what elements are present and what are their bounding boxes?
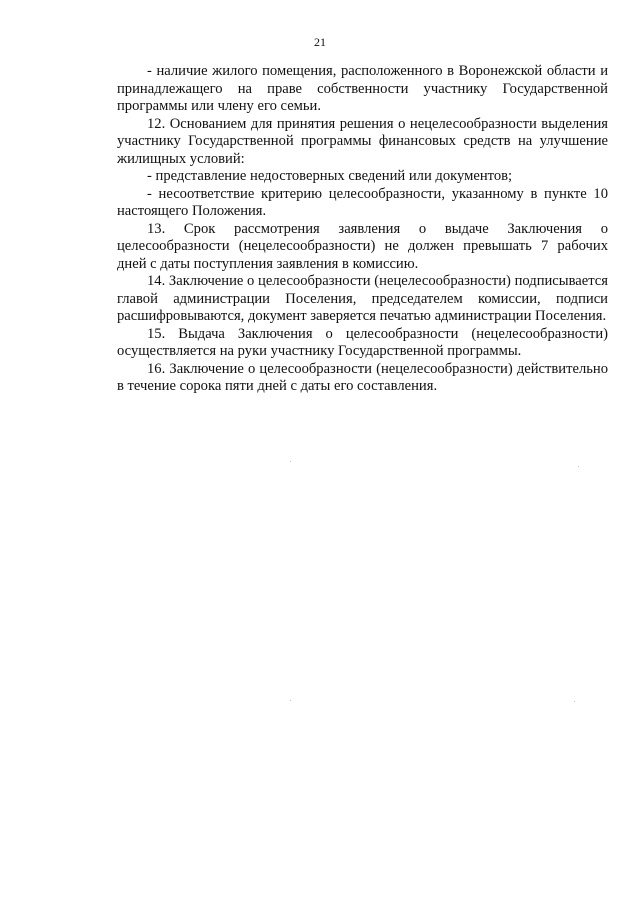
scan-speck: [574, 701, 575, 702]
scan-speck: [578, 466, 579, 467]
scan-speck: [290, 461, 291, 462]
paragraph-16-validity: 16. Заключение о целесообразности (нецелесообразности) действительно в течение сорока пяти дней с даты его составления.: [117, 360, 608, 394]
list-item-criterion-mismatch: - несоответствие критерию целесообразности, указанному в пункте 10 настоящего Положения.: [117, 185, 608, 219]
paragraph-housing-ownership: - наличие жилого помещения, расположенного в Воронежской области и принадлежащего на праве собственности участнику Государственной программы или члену его семьи.: [117, 63, 608, 114]
scan-speck: [290, 700, 291, 701]
paragraph-14-signing: 14. Заключение о целесообразности (нецелесообразности) подписывается главой администрации Поселения, председателем комиссии, подписи расшифровываются, документ заверяется печатью администрации Поселения.: [117, 273, 608, 324]
page-number: 21: [314, 35, 326, 49]
document-body: [117, 63, 608, 396]
list-item-false-documents: - представление недостоверных сведений или документов;: [147, 168, 513, 184]
paragraph-12-grounds: 12. Основанием для принятия решения о нецелесообразности выделения участнику Государственной программы финансовых средств на улучшение жилищных условий:: [117, 115, 608, 167]
paragraph-13-review-period: 13. Срок рассмотрения заявления о выдаче Заключения о целесообразности (нецелесообразности) не должен превышать 7 рабочих дней с даты поступления заявления в комиссию.: [117, 220, 608, 272]
paragraph-15-issuance: 15. Выдача Заключения о целесообразности (нецелесообразности) осуществляется на руки участнику Государственной программы.: [117, 325, 608, 359]
